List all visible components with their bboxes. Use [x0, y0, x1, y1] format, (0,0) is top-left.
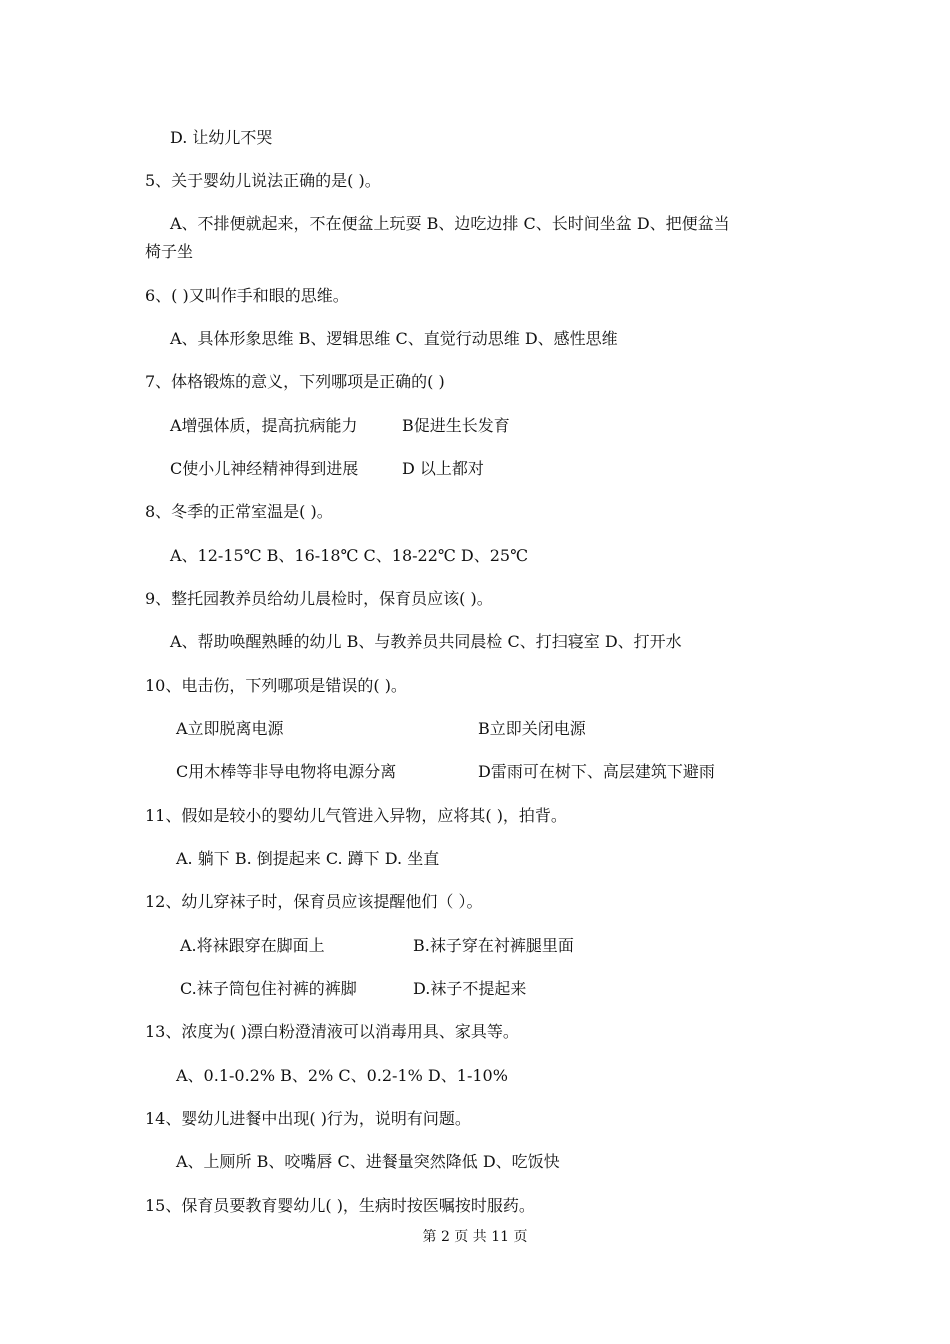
question-13-options: A、0.1-0.2% B、2% C、0.2-1% D、1-10% — [176, 1066, 508, 1085]
question-5-options-wrap: 椅子坐 — [145, 242, 194, 261]
question-5-options: A、不排便就起来，不在便盆上玩耍 B、边吃边排 C、长时间坐盆 D、把便盆当 — [170, 214, 730, 233]
q4-option-d: D. 让幼儿不哭 — [170, 128, 273, 147]
question-8-options: A、12-15℃ B、16-18℃ C、18-22℃ D、25℃ — [170, 546, 528, 565]
question-10: 10、电击伤，下列哪项是错误的( )。 — [145, 676, 407, 695]
question-6-options: A、具体形象思维 B、逻辑思维 C、直觉行动思维 D、感性思维 — [170, 329, 618, 348]
question-9-options: A、帮助唤醒熟睡的幼儿 B、与教养员共同晨检 C、打扫寝室 D、打开水 — [170, 632, 682, 651]
question-12-option-c: C.袜子筒包住衬裤的裤脚 — [180, 979, 357, 998]
question-14-options: A、上厕所 B、咬嘴唇 C、进餐量突然降低 D、吃饭快 — [176, 1152, 560, 1171]
question-12-option-d: D.袜子不提起来 — [413, 979, 527, 998]
question-9: 9、整托园教养员给幼儿晨检时，保育员应该( )。 — [145, 589, 493, 608]
question-7-option-d: D 以上都对 — [402, 459, 484, 478]
question-5: 5、关于婴幼儿说法正确的是( )。 — [145, 171, 381, 190]
question-13: 13、浓度为( )漂白粉澄清液可以消毒用具、家具等。 — [145, 1022, 519, 1041]
question-10-option-c: C用木棒等非导电物将电源分离 — [176, 762, 397, 781]
question-10-option-b: B立即关闭电源 — [478, 719, 586, 738]
question-6: 6、( )又叫作手和眼的思维。 — [145, 286, 349, 305]
question-12-option-a: A.将袜跟穿在脚面上 — [180, 936, 325, 955]
question-11-options: A. 躺下 B. 倒提起来 C. 蹲下 D. 坐直 — [176, 849, 440, 868]
question-15: 15、保育员要教育婴幼儿( )，生病时按医嘱按时服药。 — [145, 1196, 535, 1215]
question-7-option-b: B促进生长发育 — [402, 416, 510, 435]
question-7: 7、体格锻炼的意义，下列哪项是正确的( ) — [145, 372, 445, 391]
question-10-option-a: A立即脱离电源 — [176, 719, 284, 738]
question-8: 8、冬季的正常室温是( )。 — [145, 502, 333, 521]
question-12-option-b: B.袜子穿在衬裤腿里面 — [413, 936, 574, 955]
question-10-option-d: D雷雨可在树下、高层建筑下避雨 — [478, 762, 715, 781]
question-14: 14、婴幼儿进餐中出现( )行为，说明有问题。 — [145, 1109, 471, 1128]
question-12: 12、幼儿穿袜子时，保育员应该提醒他们（ ）。 — [145, 892, 483, 911]
page-footer: 第 2 页 共 11 页 — [422, 1229, 528, 1245]
question-11: 11、假如是较小的婴幼儿气管进入异物，应将其( )，拍背。 — [145, 806, 567, 825]
question-7-option-c: C使小儿神经精神得到进展 — [170, 459, 359, 478]
question-7-option-a: A增强体质，提高抗病能力 — [170, 416, 358, 435]
